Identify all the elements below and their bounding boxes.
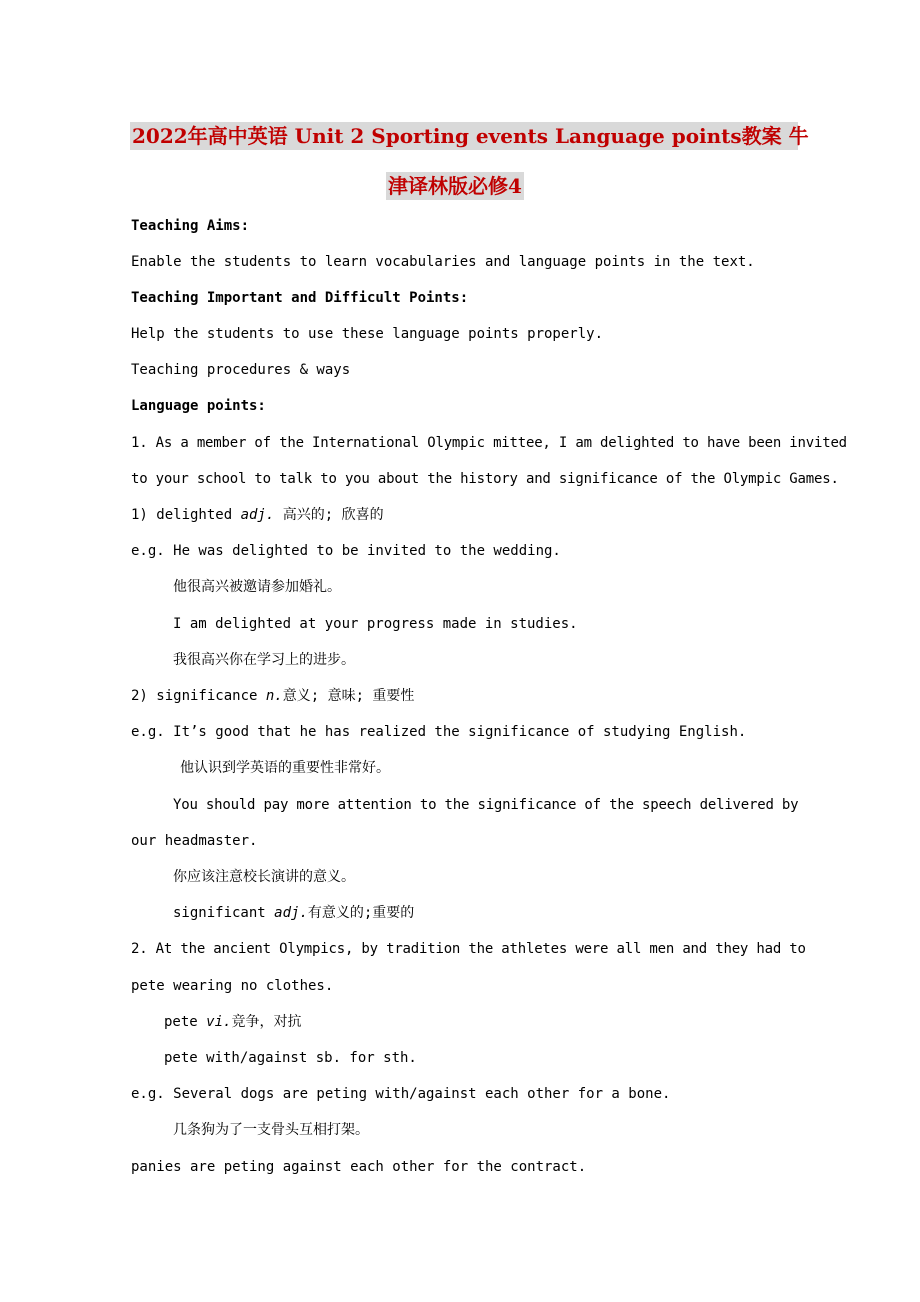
significance-word: 2) significance <box>131 688 266 704</box>
point-2-line-1: 2. At the ancient Olympics, by tradition the athletes were all men and they had to <box>131 941 806 957</box>
example-3-translation: 他认识到学英语的重要性非常好。 <box>180 760 390 776</box>
significant-word: significant <box>173 905 275 921</box>
delighted-word: 1) delighted <box>131 507 241 523</box>
difficult-points-text: Help the students to use these language points properly. <box>131 326 604 342</box>
example-4-line-1: You should pay more attention to the significance of the speech delivered by <box>173 797 799 813</box>
significance-pos: n. <box>265 688 283 704</box>
significant-definition <box>173 903 414 923</box>
difficult-points-heading: Teaching Important and Difficult Points: <box>131 290 469 306</box>
significance-definition <box>131 686 414 706</box>
significant-pos: adj. <box>274 905 308 921</box>
example-5-translation: 几条狗为了一支骨头互相打架。 <box>173 1122 369 1138</box>
example-2-translation: 我很高兴你在学习上的进步。 <box>173 652 355 668</box>
delighted-definition <box>131 505 384 525</box>
teaching-aims-text: Enable the students to learn vocabularies and language points in the text. <box>131 254 755 270</box>
teaching-aims-heading: Teaching Aims: <box>131 218 250 234</box>
delighted-pos: adj. <box>240 507 275 523</box>
point-2-line-2: pete wearing no clothes. <box>131 978 334 994</box>
example-2: I am delighted at your progress made in studies. <box>173 616 578 632</box>
pete-pos: vi. <box>206 1014 232 1030</box>
language-points-heading: Language points: <box>131 398 266 414</box>
point-1-line-1: 1. As a member of the International Olympic mittee, I am delighted to have been invited <box>131 435 847 451</box>
example-4-line-2: our headmaster. <box>131 833 258 849</box>
significance-meaning: 意义; 意味; 重要性 <box>282 688 415 704</box>
procedures-text: Teaching procedures & ways <box>131 362 351 378</box>
delighted-meaning: 高兴的; 欣喜的 <box>274 507 384 523</box>
example-1-translation: 他很高兴被邀请参加婚礼。 <box>173 579 341 595</box>
example-1: e.g. He was delighted to be invited to the wedding. <box>131 543 561 559</box>
example-5: e.g. Several dogs are peting with/against each other for a bone. <box>131 1086 671 1102</box>
example-4-translation: 你应该注意校长演讲的意义。 <box>173 869 355 885</box>
document-title-line-1: 2022年高中英语 Unit 2 Sporting events Language points教案 牛 <box>132 124 809 148</box>
example-3: e.g. It’s good that he has realized the significance of studying English. <box>131 724 747 740</box>
pete-meaning: 竞争，对抗 <box>231 1014 302 1030</box>
significant-meaning: 有意义的;重要的 <box>307 905 415 921</box>
document-title-line-2: 津译林版必修4 <box>388 174 522 198</box>
pete-definition <box>164 1012 301 1032</box>
pete-phrase: pete with/against sb. for sth. <box>164 1050 417 1066</box>
pete-word: pete <box>164 1014 207 1030</box>
point-1-line-2: to your school to talk to you about the history and significance of the Olympic Games. <box>131 471 839 487</box>
example-6: panies are peting against each other for the contract. <box>131 1159 587 1175</box>
